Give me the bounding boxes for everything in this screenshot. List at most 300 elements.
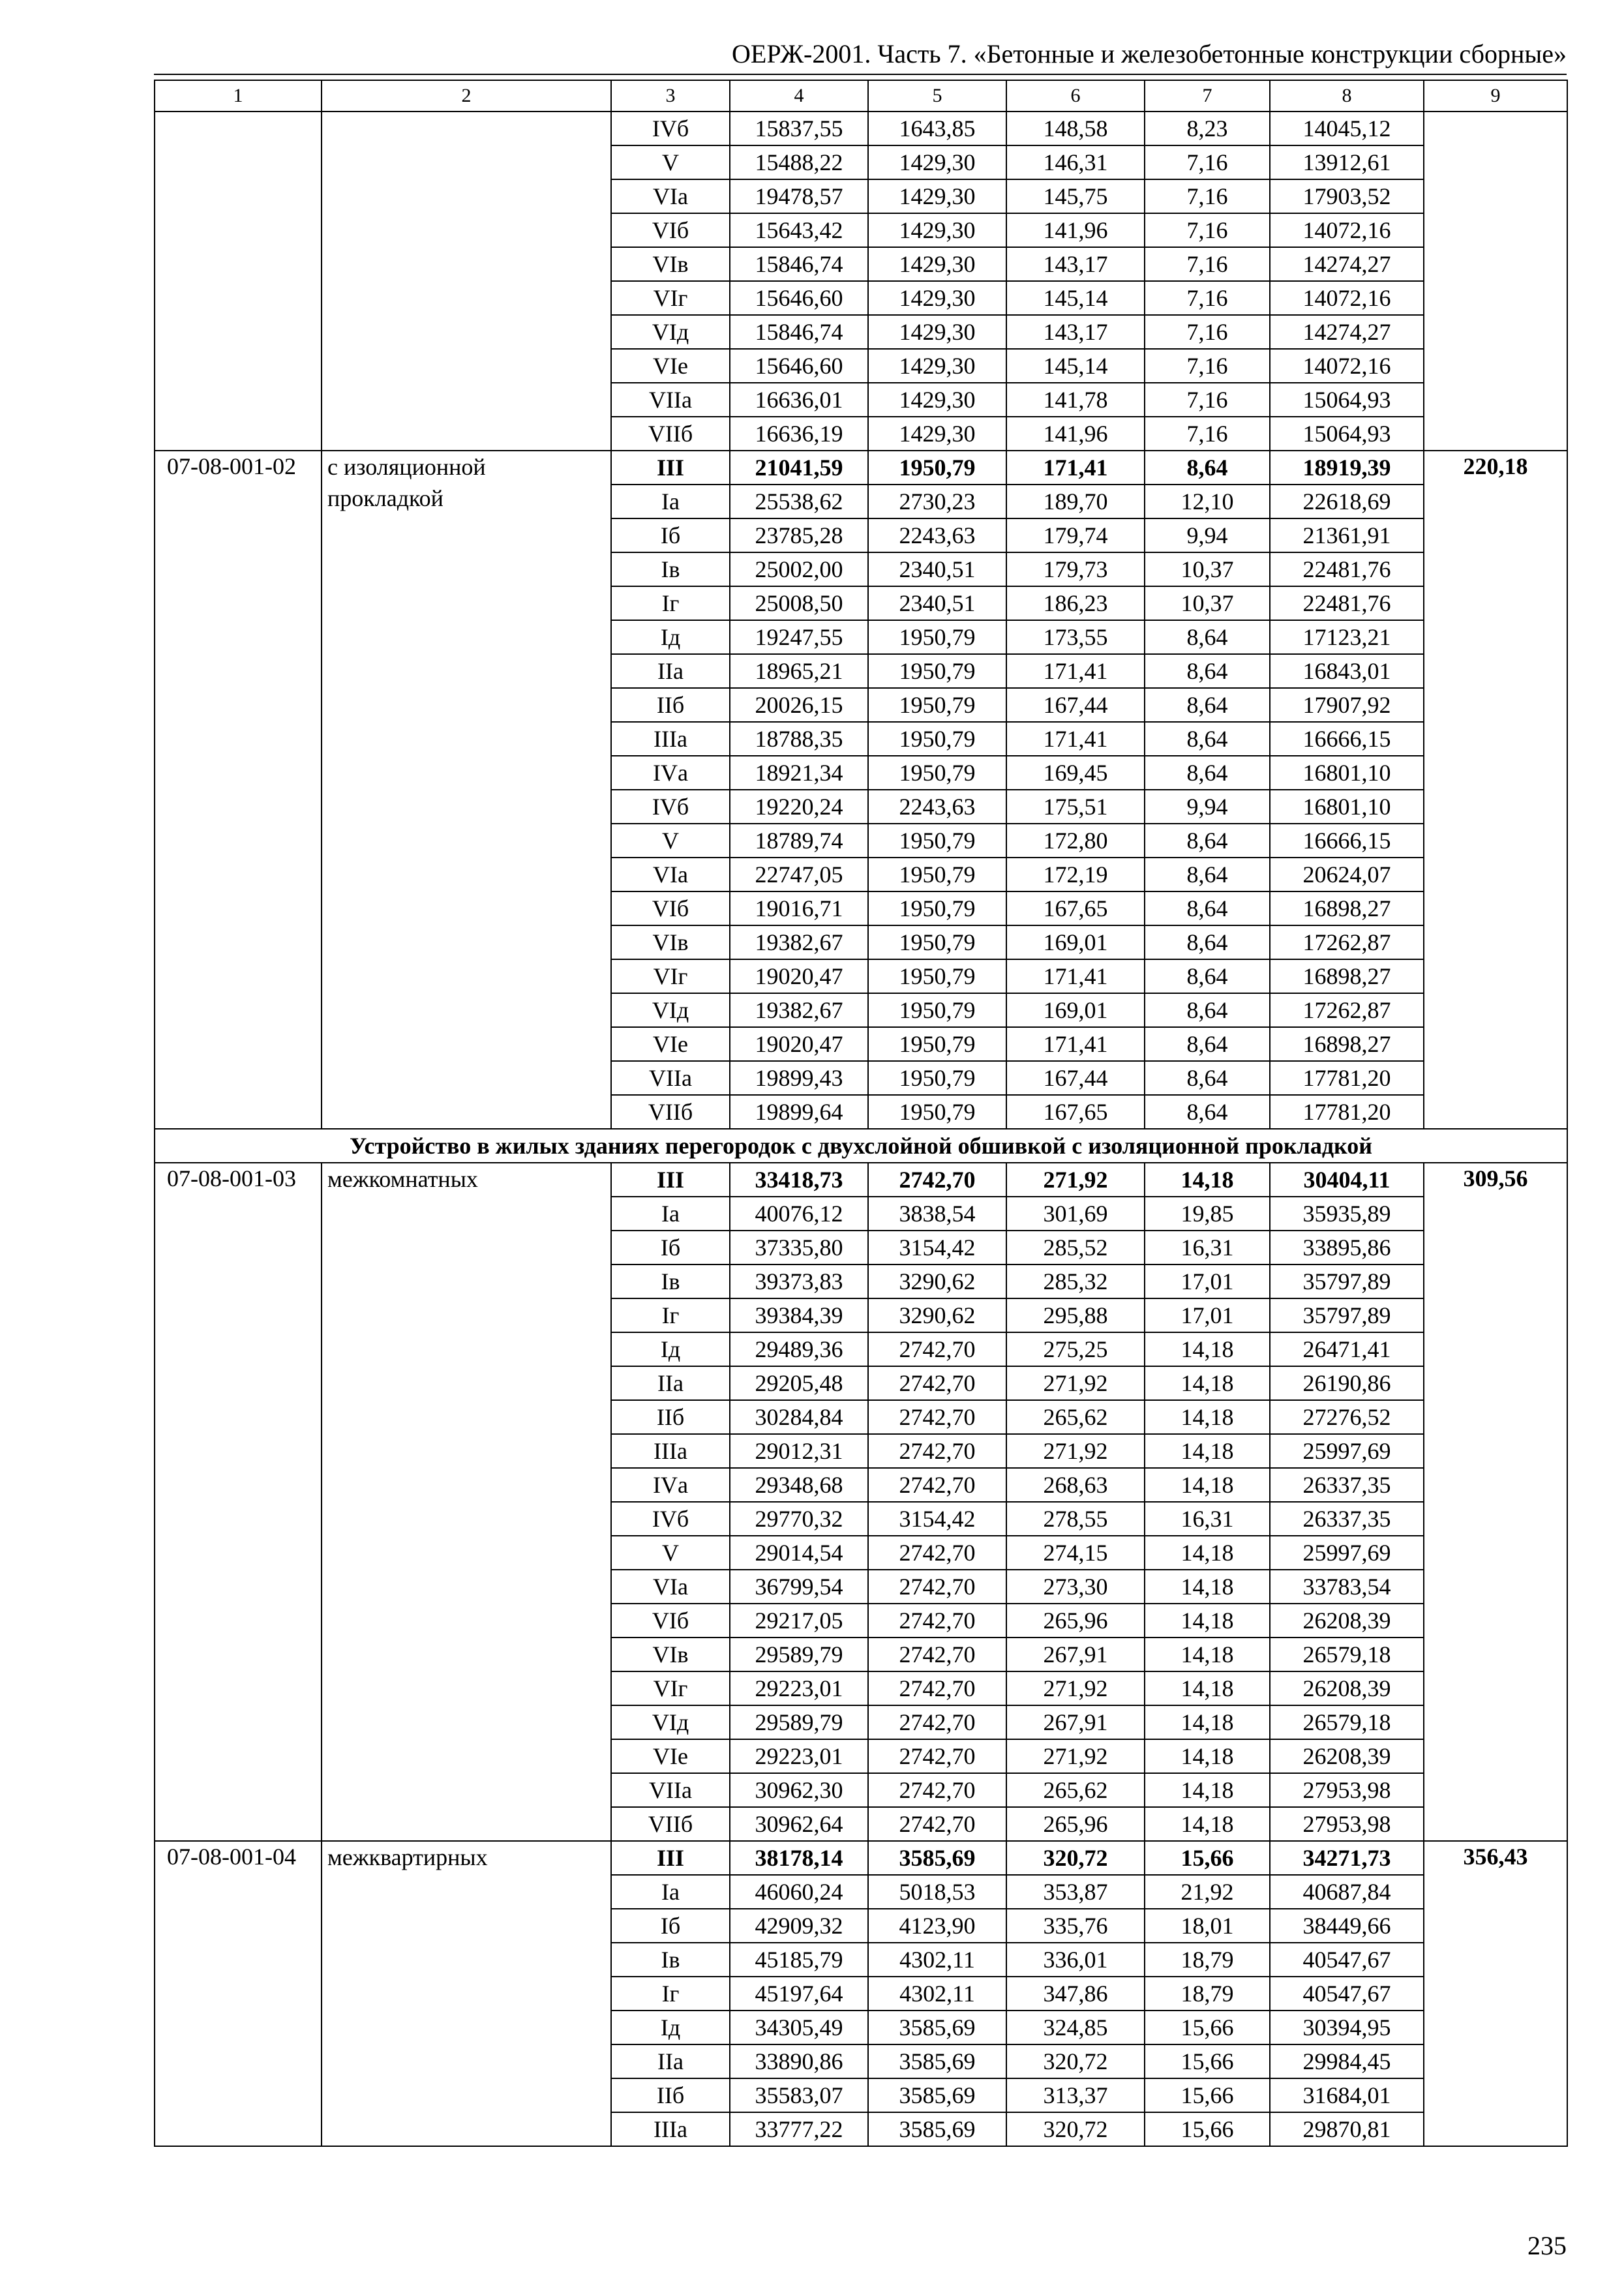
zone-cell: Iд: [611, 2011, 730, 2044]
value-cell: 12,10: [1145, 485, 1270, 518]
value-cell: 20624,07: [1270, 858, 1424, 891]
value-cell: 17262,87: [1270, 993, 1424, 1027]
value-cell: 1950,79: [868, 993, 1006, 1027]
value-cell: 1429,30: [868, 281, 1006, 315]
value-cell: 29223,01: [730, 1671, 868, 1705]
value-cell: 3290,62: [868, 1264, 1006, 1298]
value-cell: 15643,42: [730, 213, 868, 247]
value-cell: 29984,45: [1270, 2044, 1424, 2078]
table-row: [155, 451, 1567, 485]
value-cell: 40687,84: [1270, 1875, 1424, 1909]
value-cell: 8,64: [1145, 1061, 1270, 1095]
value-cell: 3154,42: [868, 1502, 1006, 1536]
value-cell: 29205,48: [730, 1366, 868, 1400]
value-cell: 15846,74: [730, 247, 868, 281]
value-cell: 8,64: [1145, 925, 1270, 959]
value-cell: 14,18: [1145, 1705, 1270, 1739]
value-cell: 37335,80: [730, 1231, 868, 1264]
zone-cell: III: [611, 1841, 730, 1875]
page-header-title: ОЕРЖ-2001. Часть 7. «Бетонные и железобетонные конструкции сборные»: [732, 39, 1567, 68]
value-cell: 16666,15: [1270, 722, 1424, 756]
value-cell: 9,94: [1145, 518, 1270, 552]
value-cell: 3290,62: [868, 1298, 1006, 1332]
value-cell: 22481,76: [1270, 552, 1424, 586]
zone-cell: Iг: [611, 1977, 730, 2011]
value-cell: 14,18: [1145, 1434, 1270, 1468]
value-cell: 2742,70: [868, 1332, 1006, 1366]
value-cell: 35797,89: [1270, 1264, 1424, 1298]
value-cell: 23785,28: [730, 518, 868, 552]
value-cell: 1429,30: [868, 213, 1006, 247]
value-cell: 16636,01: [730, 383, 868, 417]
value-cell: 167,65: [1006, 1095, 1145, 1129]
zone-cell: IIIа: [611, 1434, 730, 1468]
value-cell: 2742,70: [868, 1400, 1006, 1434]
column-number: 4: [730, 80, 868, 112]
value-cell: 29870,81: [1270, 2112, 1424, 2146]
value-cell: 21,92: [1145, 1875, 1270, 1909]
value-cell: 2742,70: [868, 1366, 1006, 1400]
section-title-row: [155, 1129, 1567, 1163]
value-cell: 1950,79: [868, 1027, 1006, 1061]
value-cell: 31684,01: [1270, 2078, 1424, 2112]
column-number: 6: [1006, 80, 1145, 112]
value-cell: 14,18: [1145, 1400, 1270, 1434]
item-name: межкомнатных: [322, 1163, 611, 1841]
value-cell: 10,37: [1145, 586, 1270, 620]
value-cell: 320,72: [1006, 2044, 1145, 2078]
value-cell: 15488,22: [730, 145, 868, 179]
value-cell: 7,16: [1145, 281, 1270, 315]
value-cell: 8,64: [1145, 654, 1270, 688]
value-cell: 173,55: [1006, 620, 1145, 654]
value-cell: 1429,30: [868, 417, 1006, 451]
value-cell: 33783,54: [1270, 1570, 1424, 1604]
item-code: 07-08-001-02: [155, 451, 322, 1129]
value-cell: 320,72: [1006, 1841, 1145, 1875]
zone-cell: IVб: [611, 790, 730, 824]
value-cell: 34305,49: [730, 2011, 868, 2044]
value-cell: 15646,60: [730, 281, 868, 315]
zone-cell: VIг: [611, 1671, 730, 1705]
zone-cell: Iд: [611, 620, 730, 654]
value-cell: 40547,67: [1270, 1977, 1424, 2011]
value-cell: 14072,16: [1270, 349, 1424, 383]
zone-cell: V: [611, 824, 730, 858]
value-cell: 8,23: [1145, 112, 1270, 145]
value-cell: 4302,11: [868, 1977, 1006, 2011]
zone-cell: Iб: [611, 1909, 730, 1943]
price-table: [154, 80, 1568, 2147]
value-cell: 7,16: [1145, 383, 1270, 417]
value-cell: 13912,61: [1270, 145, 1424, 179]
column-number: 5: [868, 80, 1006, 112]
value-cell: 353,87: [1006, 1875, 1145, 1909]
value-cell: 145,14: [1006, 281, 1145, 315]
value-cell: 25997,69: [1270, 1536, 1424, 1570]
value-cell: 2340,51: [868, 552, 1006, 586]
value-cell: 18965,21: [730, 654, 868, 688]
value-cell: 3585,69: [868, 1841, 1006, 1875]
value-cell: 3585,69: [868, 2078, 1006, 2112]
value-cell: 29223,01: [730, 1739, 868, 1773]
value-cell: 169,45: [1006, 756, 1145, 790]
value-cell: 3585,69: [868, 2011, 1006, 2044]
value-cell: 268,63: [1006, 1468, 1145, 1502]
zone-cell: Iд: [611, 1332, 730, 1366]
value-cell: 29012,31: [730, 1434, 868, 1468]
value-cell: 295,88: [1006, 1298, 1145, 1332]
value-cell: 35797,89: [1270, 1298, 1424, 1332]
value-cell: 19478,57: [730, 179, 868, 213]
value-cell: 18,01: [1145, 1909, 1270, 1943]
value-cell: 1950,79: [868, 925, 1006, 959]
value-cell: 320,72: [1006, 2112, 1145, 2146]
value-cell: 1429,30: [868, 179, 1006, 213]
column-number-row: [155, 80, 1567, 112]
value-cell: 21361,91: [1270, 518, 1424, 552]
value-cell: 172,19: [1006, 858, 1145, 891]
zone-cell: IIб: [611, 1400, 730, 1434]
value-cell: 175,51: [1006, 790, 1145, 824]
item-code: 07-08-001-03: [155, 1163, 322, 1841]
value-cell: 17,01: [1145, 1264, 1270, 1298]
value-cell: 25008,50: [730, 586, 868, 620]
zone-cell: VIб: [611, 1604, 730, 1638]
value-cell: 1950,79: [868, 891, 1006, 925]
value-cell: 40076,12: [730, 1197, 868, 1231]
value-cell: 26208,39: [1270, 1604, 1424, 1638]
zone-cell: VIг: [611, 959, 730, 993]
value-cell: 3838,54: [868, 1197, 1006, 1231]
value-cell: 36799,54: [730, 1570, 868, 1604]
value-cell: 19247,55: [730, 620, 868, 654]
value-cell: 2742,70: [868, 1807, 1006, 1841]
value-cell: 7,16: [1145, 145, 1270, 179]
value-cell: 29770,32: [730, 1502, 868, 1536]
value-cell: 33890,86: [730, 2044, 868, 2078]
page-number: 235: [1527, 2231, 1567, 2260]
zone-cell: V: [611, 145, 730, 179]
value-cell: 2742,70: [868, 1536, 1006, 1570]
value-cell: 15846,74: [730, 315, 868, 349]
value-cell: 18,79: [1145, 1977, 1270, 2011]
value-cell: 7,16: [1145, 315, 1270, 349]
value-cell: 17907,92: [1270, 688, 1424, 722]
value-cell: 14072,16: [1270, 281, 1424, 315]
value-cell: 1950,79: [868, 824, 1006, 858]
value-cell: 22481,76: [1270, 586, 1424, 620]
value-cell: 15,66: [1145, 2044, 1270, 2078]
zone-cell: Iг: [611, 586, 730, 620]
zone-cell: VIIб: [611, 1095, 730, 1129]
zone-cell: Iб: [611, 518, 730, 552]
zone-cell: IIа: [611, 1366, 730, 1400]
value-cell: 14274,27: [1270, 247, 1424, 281]
value-cell: 265,62: [1006, 1400, 1145, 1434]
item-name: [322, 112, 611, 451]
value-cell: 313,37: [1006, 2078, 1145, 2112]
value-cell: 1429,30: [868, 383, 1006, 417]
zone-cell: VIе: [611, 1027, 730, 1061]
value-cell: 2243,63: [868, 790, 1006, 824]
value-cell: 26337,35: [1270, 1468, 1424, 1502]
value-cell: 8,64: [1145, 722, 1270, 756]
zone-cell: VIа: [611, 179, 730, 213]
value-cell: 39373,83: [730, 1264, 868, 1298]
value-cell: 14,18: [1145, 1366, 1270, 1400]
value-cell: 8,64: [1145, 688, 1270, 722]
value-cell: 179,73: [1006, 552, 1145, 586]
zone-cell: VIIб: [611, 417, 730, 451]
value-cell: 335,76: [1006, 1909, 1145, 1943]
zone-cell: Iв: [611, 1943, 730, 1977]
item-name: с изоляционной прокладкой: [322, 451, 611, 1129]
value-cell: 17781,20: [1270, 1095, 1424, 1129]
item-code: 07-08-001-04: [155, 1841, 322, 2146]
value-cell: 30404,11: [1270, 1163, 1424, 1197]
column-number: 1: [155, 80, 322, 112]
value-cell: 19382,67: [730, 993, 868, 1027]
value-cell: 171,41: [1006, 654, 1145, 688]
value-cell: 17123,21: [1270, 620, 1424, 654]
zone-cell: IIа: [611, 2044, 730, 2078]
value-cell: 336,01: [1006, 1943, 1145, 1977]
value-cell: 40547,67: [1270, 1943, 1424, 1977]
value-cell: 7,16: [1145, 349, 1270, 383]
value-cell: 141,96: [1006, 417, 1145, 451]
value-cell: 7,16: [1145, 213, 1270, 247]
value-cell: 26579,18: [1270, 1705, 1424, 1739]
zone-cell: IVб: [611, 1502, 730, 1536]
value-cell: 1950,79: [868, 620, 1006, 654]
value-cell: 16,31: [1145, 1231, 1270, 1264]
zone-cell: Iа: [611, 485, 730, 518]
value-cell: 271,92: [1006, 1434, 1145, 1468]
value-cell: 1429,30: [868, 145, 1006, 179]
value-cell: 2742,70: [868, 1570, 1006, 1604]
value-cell: 16801,10: [1270, 790, 1424, 824]
value-cell: 1429,30: [868, 247, 1006, 281]
value-cell: 171,41: [1006, 959, 1145, 993]
zone-cell: VIд: [611, 993, 730, 1027]
zone-cell: Iа: [611, 1197, 730, 1231]
value-cell: 274,15: [1006, 1536, 1145, 1570]
value-cell: 4302,11: [868, 1943, 1006, 1977]
value-cell: 2742,70: [868, 1468, 1006, 1502]
value-cell: 16898,27: [1270, 1027, 1424, 1061]
value-cell: 14,18: [1145, 1332, 1270, 1366]
value-cell: 189,70: [1006, 485, 1145, 518]
table-body: [155, 80, 1567, 2146]
value-cell: 25002,00: [730, 552, 868, 586]
zone-cell: IVб: [611, 112, 730, 145]
value-cell: 42909,32: [730, 1909, 868, 1943]
zone-cell: IIб: [611, 2078, 730, 2112]
value-cell: 16843,01: [1270, 654, 1424, 688]
value-cell: 167,44: [1006, 1061, 1145, 1095]
value-cell: 16,31: [1145, 1502, 1270, 1536]
value-cell: 1643,85: [868, 112, 1006, 145]
value-cell: 171,41: [1006, 1027, 1145, 1061]
zone-cell: V: [611, 1536, 730, 1570]
value-cell: 8,64: [1145, 824, 1270, 858]
value-cell: 5018,53: [868, 1875, 1006, 1909]
value-cell: 265,96: [1006, 1604, 1145, 1638]
column-number: 2: [322, 80, 611, 112]
value-cell: 143,17: [1006, 247, 1145, 281]
value-cell: 26337,35: [1270, 1502, 1424, 1536]
value-cell: 267,91: [1006, 1638, 1145, 1671]
value-cell: 8,64: [1145, 756, 1270, 790]
zone-cell: III: [611, 451, 730, 485]
value-cell: 8,64: [1145, 620, 1270, 654]
header-rule: [154, 74, 1567, 75]
value-cell: 46060,24: [730, 1875, 868, 1909]
value-cell: 172,80: [1006, 824, 1145, 858]
value-cell: 2742,70: [868, 1773, 1006, 1807]
column-number: 8: [1270, 80, 1424, 112]
value-cell: 167,65: [1006, 891, 1145, 925]
value-cell: 16801,10: [1270, 756, 1424, 790]
value-cell: 14274,27: [1270, 315, 1424, 349]
zone-cell: VIIа: [611, 1061, 730, 1095]
value-cell: 17903,52: [1270, 179, 1424, 213]
value-cell: 1950,79: [868, 1095, 1006, 1129]
value-cell: 141,96: [1006, 213, 1145, 247]
value-cell: 169,01: [1006, 925, 1145, 959]
table-row: [155, 1841, 1567, 1875]
zone-cell: IVа: [611, 1468, 730, 1502]
value-cell: 17781,20: [1270, 1061, 1424, 1095]
value-cell: 14045,12: [1270, 112, 1424, 145]
value-cell: 2742,70: [868, 1434, 1006, 1468]
value-cell: 14,18: [1145, 1671, 1270, 1705]
zone-cell: Iг: [611, 1298, 730, 1332]
value-cell: 39384,39: [730, 1298, 868, 1332]
value-cell: 1950,79: [868, 1061, 1006, 1095]
value-cell: 30962,30: [730, 1773, 868, 1807]
value-cell: 45185,79: [730, 1943, 868, 1977]
value-cell: 30394,95: [1270, 2011, 1424, 2044]
value-cell: 301,69: [1006, 1197, 1145, 1231]
value-cell: 8,64: [1145, 858, 1270, 891]
value-cell: 15064,93: [1270, 417, 1424, 451]
value-cell: 2730,23: [868, 485, 1006, 518]
value-cell: 8,64: [1145, 959, 1270, 993]
value-cell: 186,23: [1006, 586, 1145, 620]
value-cell: 10,37: [1145, 552, 1270, 586]
value-cell: 38178,14: [730, 1841, 868, 1875]
value-cell: 29217,05: [730, 1604, 868, 1638]
value-cell: 25997,69: [1270, 1434, 1424, 1468]
value-cell: 148,58: [1006, 112, 1145, 145]
value-cell: 15064,93: [1270, 383, 1424, 417]
column-9-value: 356,43: [1424, 1841, 1567, 2146]
value-cell: 1950,79: [868, 722, 1006, 756]
zone-cell: VIд: [611, 315, 730, 349]
value-cell: 20026,15: [730, 688, 868, 722]
value-cell: 2742,70: [868, 1163, 1006, 1197]
item-code: [155, 112, 322, 451]
value-cell: 146,31: [1006, 145, 1145, 179]
value-cell: 35935,89: [1270, 1197, 1424, 1231]
zone-cell: VIв: [611, 247, 730, 281]
value-cell: 19016,71: [730, 891, 868, 925]
value-cell: 14,18: [1145, 1604, 1270, 1638]
column-9-value: [1424, 112, 1567, 451]
zone-cell: IIб: [611, 688, 730, 722]
value-cell: 18921,34: [730, 756, 868, 790]
value-cell: 1950,79: [868, 756, 1006, 790]
value-cell: 2340,51: [868, 586, 1006, 620]
value-cell: 285,32: [1006, 1264, 1145, 1298]
value-cell: 26471,41: [1270, 1332, 1424, 1366]
zone-cell: VIа: [611, 1570, 730, 1604]
value-cell: 29589,79: [730, 1705, 868, 1739]
zone-cell: VIд: [611, 1705, 730, 1739]
value-cell: 179,74: [1006, 518, 1145, 552]
zone-cell: VIв: [611, 925, 730, 959]
value-cell: 171,41: [1006, 451, 1145, 485]
value-cell: 1950,79: [868, 688, 1006, 722]
value-cell: 30962,64: [730, 1807, 868, 1841]
value-cell: 21041,59: [730, 451, 868, 485]
value-cell: 15,66: [1145, 2011, 1270, 2044]
value-cell: 2742,70: [868, 1739, 1006, 1773]
value-cell: 14,18: [1145, 1739, 1270, 1773]
column-9-value: 309,56: [1424, 1163, 1567, 1841]
zone-cell: VIе: [611, 1739, 730, 1773]
value-cell: 2742,70: [868, 1604, 1006, 1638]
value-cell: 7,16: [1145, 179, 1270, 213]
value-cell: 33418,73: [730, 1163, 868, 1197]
value-cell: 34271,73: [1270, 1841, 1424, 1875]
value-cell: 7,16: [1145, 247, 1270, 281]
value-cell: 19382,67: [730, 925, 868, 959]
value-cell: 27953,98: [1270, 1807, 1424, 1841]
value-cell: 18,79: [1145, 1943, 1270, 1977]
value-cell: 14,18: [1145, 1807, 1270, 1841]
value-cell: 271,92: [1006, 1163, 1145, 1197]
value-cell: 26579,18: [1270, 1638, 1424, 1671]
value-cell: 167,44: [1006, 688, 1145, 722]
item-name: межквартирных: [322, 1841, 611, 2146]
value-cell: 15646,60: [730, 349, 868, 383]
value-cell: 45197,64: [730, 1977, 868, 2011]
table-row: [155, 112, 1567, 145]
value-cell: 29489,36: [730, 1332, 868, 1366]
value-cell: 1950,79: [868, 858, 1006, 891]
value-cell: 15,66: [1145, 2112, 1270, 2146]
value-cell: 3585,69: [868, 2112, 1006, 2146]
value-cell: 2742,70: [868, 1705, 1006, 1739]
value-cell: 4123,90: [868, 1909, 1006, 1943]
value-cell: 278,55: [1006, 1502, 1145, 1536]
value-cell: 15,66: [1145, 2078, 1270, 2112]
value-cell: 17262,87: [1270, 925, 1424, 959]
value-cell: 26208,39: [1270, 1739, 1424, 1773]
value-cell: 1950,79: [868, 451, 1006, 485]
value-cell: 14,18: [1145, 1638, 1270, 1671]
value-cell: 16666,15: [1270, 824, 1424, 858]
value-cell: 15837,55: [730, 112, 868, 145]
value-cell: 8,64: [1145, 993, 1270, 1027]
value-cell: 19220,24: [730, 790, 868, 824]
zone-cell: VIе: [611, 349, 730, 383]
zone-cell: III: [611, 1163, 730, 1197]
value-cell: 22747,05: [730, 858, 868, 891]
